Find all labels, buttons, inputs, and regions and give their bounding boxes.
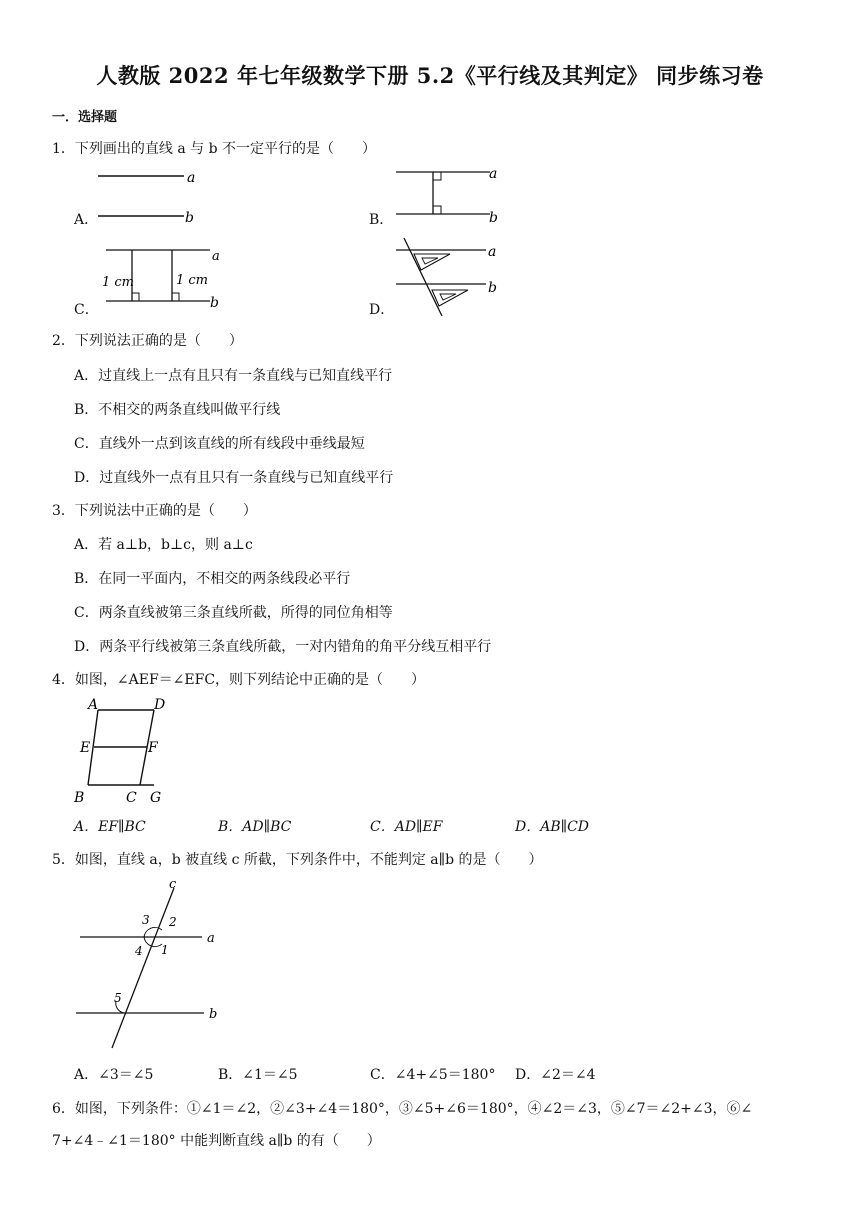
worksheet-title: 人教版 2022 年七年级数学下册 5.2《平行线及其判定》 同步练习卷 [96,63,764,88]
q1-figure-c [96,240,236,310]
q3-option-b[interactable]: B．在同一平面内，不相交的两条线段必平行 [74,571,351,587]
q5-option-c[interactable]: C．∠4+∠5＝180° [370,1067,496,1083]
point-c: C [126,790,137,806]
point-b: B [74,790,85,806]
right-angle-mark-right [172,293,179,301]
q1-figure-a [90,166,210,226]
label-b: b [489,210,498,226]
q1-option-c-label: C． [74,302,99,318]
point-g: G [150,790,162,806]
q5-figure [74,876,234,1052]
label-a: a [187,170,196,186]
q2-option-c[interactable]: C．直线外一点到该直线的所有线段中垂线最短 [74,436,365,452]
point-d: D [154,697,166,713]
q4-figure [74,696,184,808]
set-square-bottom [432,290,468,306]
point-a: A [88,697,99,713]
set-square-top [414,254,450,270]
label-b: b [488,280,497,296]
q1-option-d-label: D． [369,302,395,318]
right-angle-mark-left [132,293,139,301]
angle-5-label: 5 [114,991,122,1005]
angle-1-label: 1 [161,943,169,957]
section-heading: 一．选择题 [52,110,118,125]
label-a: a [489,166,498,182]
q3-option-c[interactable]: C．两条直线被第三条直线所截，所得的同位角相等 [74,605,393,621]
line-a-label: a [207,931,215,946]
set-square-top-inner [422,258,438,264]
q4-option-c[interactable]: C．AD∥EF [370,819,443,835]
question-6-stem-line-1: 6．如图，下列条件：①∠1＝∠2，②∠3+∠4＝180°，③∠5+∠6＝180°，④∠2＝∠3，⑤∠7＝∠2+∠3，⑥∠ [52,1101,753,1117]
q4-option-d[interactable]: D．AB∥CD [515,819,590,835]
angle-2-label: 2 [169,915,177,929]
q4-option-b[interactable]: B．AD∥BC [218,819,292,835]
point-f: F [148,740,158,756]
q5-option-b[interactable]: B．∠1＝∠5 [218,1067,298,1083]
q1-figure-b [390,160,510,226]
set-square-bottom-inner [440,294,456,300]
question-1-stem: 1．下列画出的直线 a 与 b 不一定平行的是（ ） [52,141,377,157]
q2-option-a[interactable]: A．过直线上一点有且只有一条直线与已知直线平行 [74,368,393,384]
question-4-stem: 4．如图，∠AEF＝∠EFC，则下列结论中正确的是（ ） [52,672,426,688]
transversal-c [112,888,174,1048]
q5-option-d[interactable]: D．∠2＝∠4 [515,1067,596,1083]
label-a: a [212,249,220,264]
cm-label-left: 1 cm [102,275,135,290]
angle-3-label: 3 [142,913,150,927]
question-2-stem: 2．下列说法正确的是（ ） [52,333,243,349]
question-6-stem-line-2: 7+∠4﹣∠1＝180° 中能判断直线 a∥b 的有（ ） [52,1133,381,1149]
label-b: b [210,295,219,311]
question-5-stem: 5．如图，直线 a，b 被直线 c 所截，下列条件中，不能判定 a∥b 的是（ ） [52,852,543,868]
angle-arc-top [144,927,162,937]
q3-option-a[interactable]: A．若 a⊥b，b⊥c，则 a⊥c [74,537,253,553]
q1-option-b-label: B． [369,212,394,228]
right-angle-mark-bottom [433,206,441,214]
q5-option-a[interactable]: A．∠3＝∠5 [74,1067,154,1083]
question-3-stem: 3．下列说法中正确的是（ ） [52,503,257,519]
line-b-label: b [209,1007,218,1022]
point-e: E [80,740,91,756]
right-angle-mark-top [433,172,441,180]
angle-4-label: 4 [135,944,143,958]
label-b: b [185,210,194,226]
q2-option-b[interactable]: B．不相交的两条直线叫做平行线 [74,402,281,418]
q3-option-d[interactable]: D．两条平行线被第三条直线所截，一对内错角的角平分线互相平行 [74,639,492,655]
q1-option-a-label: A． [74,212,99,228]
line-c-label: c [169,877,177,892]
cm-label-right: 1 cm [176,273,209,288]
label-a: a [488,244,497,260]
q1-figure-d [390,236,510,320]
q2-option-d[interactable]: D．过直线外一点有且只有一条直线与已知直线平行 [74,470,394,486]
q4-option-a[interactable]: A．EF∥BC [74,819,146,835]
